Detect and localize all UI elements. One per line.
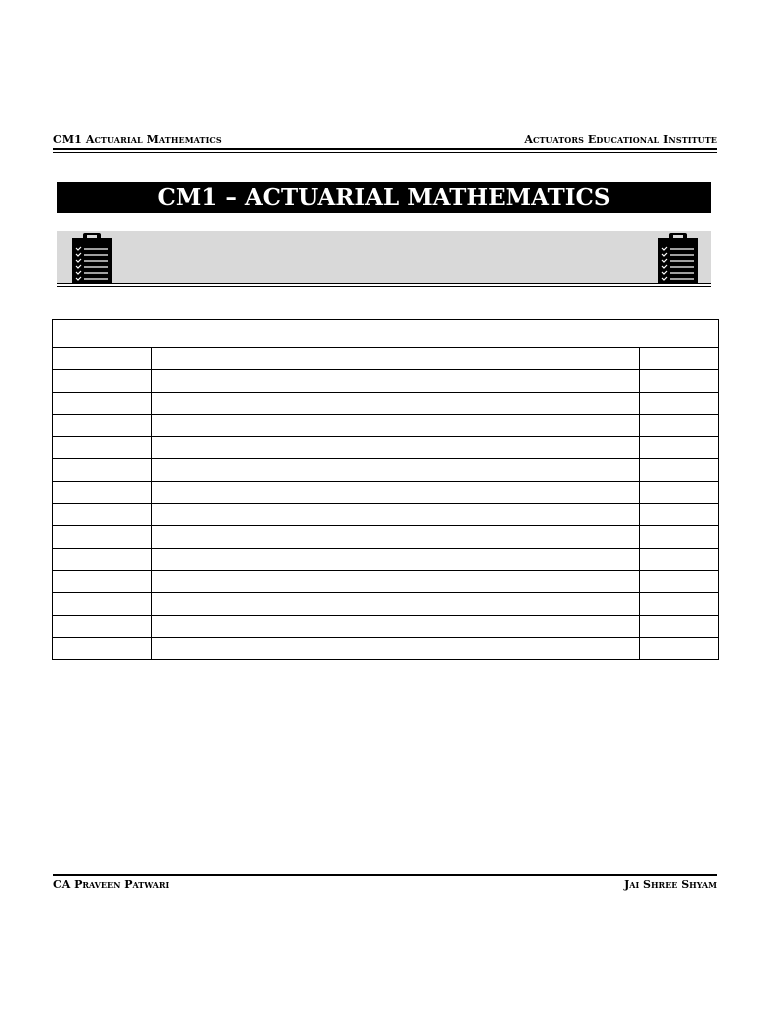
- table-cell-topic: [152, 504, 640, 526]
- table-cell-unit: [53, 370, 152, 392]
- clipboard-checklist-icon: [70, 232, 114, 284]
- table-cell-unit: [53, 637, 152, 659]
- table-cell-unit: [53, 593, 152, 615]
- contents-table: [52, 319, 719, 660]
- footer-rule: [53, 874, 717, 876]
- table-cell-unit: [53, 437, 152, 459]
- table-cell-page: [640, 459, 719, 481]
- table-cell-page: [640, 370, 719, 392]
- table-row: [53, 459, 719, 481]
- table-row: [53, 504, 719, 526]
- table-cell-topic: [152, 392, 640, 414]
- table-cell-topic: [152, 593, 640, 615]
- header-right-text: Actuators Educational Institute: [524, 133, 717, 146]
- clipboard-checklist-icon: [656, 232, 700, 284]
- table-cell-page: [640, 615, 719, 637]
- table-cell-page: [640, 481, 719, 503]
- table-header-row: [53, 320, 719, 348]
- table-row: [53, 414, 719, 436]
- table-cell-unit: [53, 548, 152, 570]
- table-cell-page: [640, 392, 719, 414]
- table-row: [53, 548, 719, 570]
- table-cell-unit: [53, 526, 152, 548]
- table-row: [53, 437, 719, 459]
- document-title: CM1 – ACTUARIAL MATHEMATICS: [157, 184, 611, 211]
- footer-right-text: Jai Shree Shyam: [624, 878, 717, 891]
- table-cell-topic: [152, 370, 640, 392]
- table-row: [53, 637, 719, 659]
- table-cell-unit: [53, 459, 152, 481]
- page-header: [53, 133, 717, 146]
- table-cell-topic: [152, 459, 640, 481]
- page-footer: [53, 878, 717, 891]
- table-cell-topic: [152, 570, 640, 592]
- table-cell-topic: [152, 615, 640, 637]
- table-cell-unit: [53, 570, 152, 592]
- header-rule-thin: [53, 152, 717, 153]
- table-cell-unit: [53, 414, 152, 436]
- band-rule: [57, 283, 711, 284]
- table-row: [53, 593, 719, 615]
- document-title-bar: [57, 182, 711, 213]
- table-cell-page: [640, 437, 719, 459]
- table-header-cell: [53, 320, 719, 348]
- footer-left-text: CA Praveen Patwari: [53, 878, 170, 891]
- table-row: [53, 570, 719, 592]
- table-row: [53, 370, 719, 392]
- band-rule-thin: [57, 286, 711, 287]
- table-cell-page: [640, 570, 719, 592]
- table-cell-topic: [152, 437, 640, 459]
- section-band: [57, 231, 711, 283]
- table-row: [53, 481, 719, 503]
- table-cell-page: [640, 548, 719, 570]
- table-row: [53, 348, 719, 370]
- table-cell-page: [640, 637, 719, 659]
- table-cell-topic: [152, 481, 640, 503]
- table-row: [53, 392, 719, 414]
- table-cell-unit: [53, 392, 152, 414]
- header-left-text: CM1 Actuarial Mathematics: [53, 133, 222, 146]
- table-cell-topic: [152, 526, 640, 548]
- table-cell-page: [640, 504, 719, 526]
- table-cell-page: [640, 526, 719, 548]
- table-cell-topic: [152, 548, 640, 570]
- table-cell-topic: [152, 414, 640, 436]
- table-row: [53, 526, 719, 548]
- table-row: [53, 615, 719, 637]
- table-cell-unit: [53, 615, 152, 637]
- table-cell-unit: [53, 481, 152, 503]
- table-cell-page: [640, 593, 719, 615]
- table-cell-unit: [53, 504, 152, 526]
- table-cell-page: [640, 348, 719, 370]
- header-rule: [53, 148, 717, 150]
- table-cell-topic: [152, 637, 640, 659]
- table-cell-topic: [152, 348, 640, 370]
- table-cell-unit: [53, 348, 152, 370]
- table-cell-page: [640, 414, 719, 436]
